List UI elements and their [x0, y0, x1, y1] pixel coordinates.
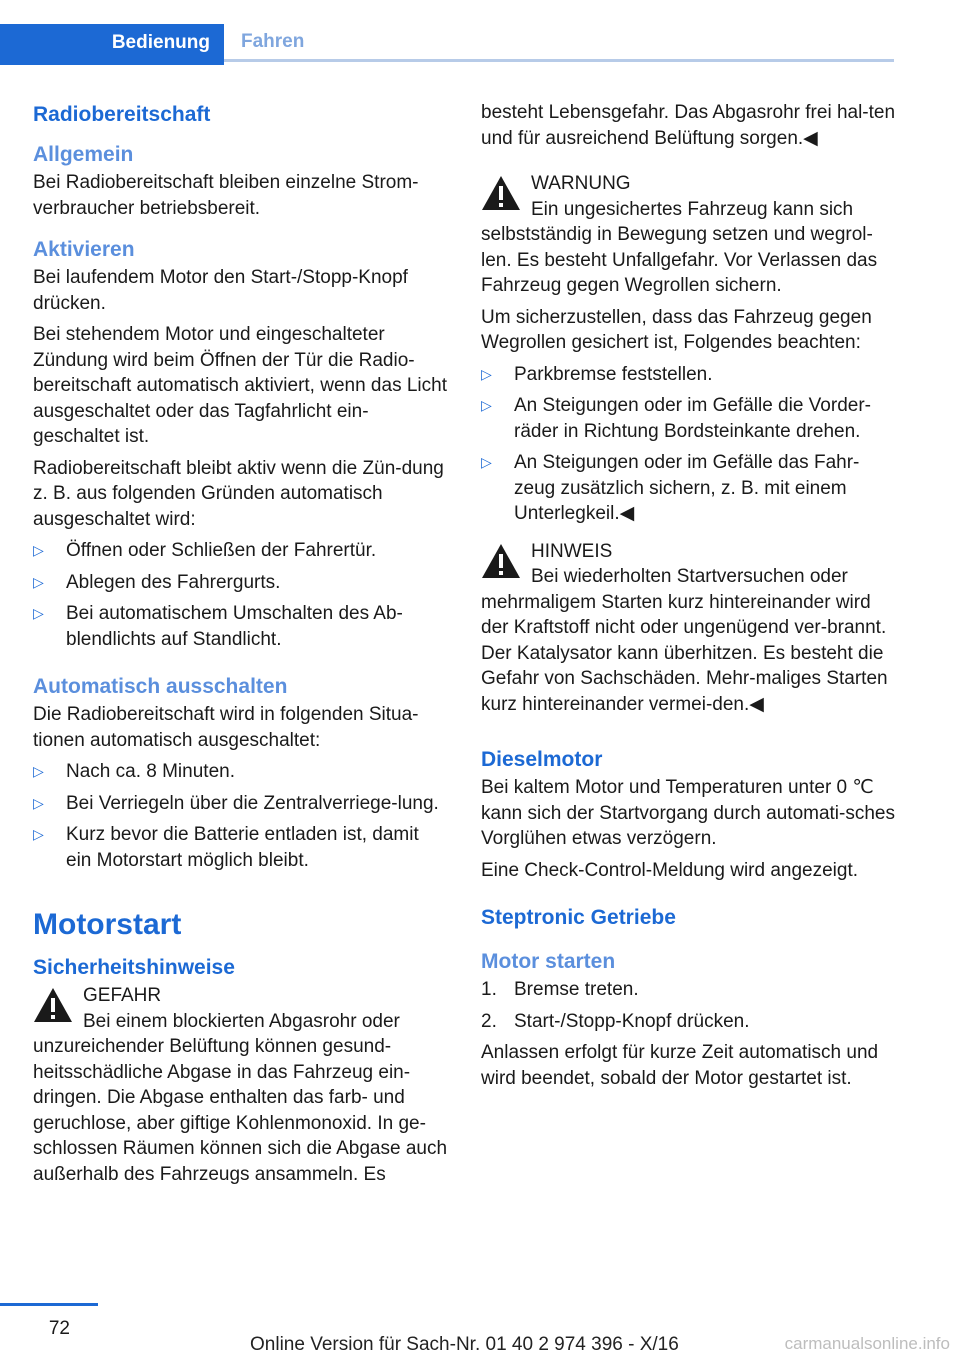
warning-block-gefahr	[33, 983, 449, 1187]
list-item: 1. Bremse treten.	[481, 977, 897, 1003]
chapter-title-motorstart: Motorstart	[33, 908, 182, 941]
warning-text-cont: selbstständig in Bewegung setzen und wegrol-len. Es besteht Unfallgefahr. Vor Verlassen das Fahrzeug gegen Wegrollen sichern.	[481, 224, 878, 296]
paragraph: besteht Lebensgefahr. Das Abgasrohr frei hal-ten und für ausreichend Belüftung sorgen.◀	[481, 102, 896, 149]
list-item: ▷ Kurz bevor die Batterie entladen ist, damit ein Motorstart möglich bleibt.	[33, 824, 419, 871]
warning-text: Ein ungesichertes Fahrzeug kann sich	[531, 198, 854, 220]
paragraph: Radiobereitschaft bleibt aktiv wenn die Zün-dung z. B. aus folgenden Gründen automatisch ausgeschaltet wird:	[33, 457, 444, 530]
subsection-title-automatisch-ausschalten: Automatisch ausschalten	[33, 675, 288, 698]
bullet-list	[33, 759, 449, 873]
header-tabs	[0, 0, 960, 62]
left-column	[33, 100, 449, 1187]
triangle-right-icon: ▷	[33, 605, 44, 621]
list-item: ▷ Bei Verriegeln über die Zentralverriege-lung.	[33, 791, 449, 817]
warning-triangle-icon	[33, 987, 73, 1023]
tab-fahren[interactable]: Fahren	[224, 24, 894, 62]
warning-block-warnung	[481, 171, 897, 299]
triangle-right-icon: ▷	[33, 826, 44, 842]
list-item: ▷ An Steigungen oder im Gefälle das Fahr-zeug zusätzlich sichern, z. B. mit einem Unterlegkeil.◀	[481, 452, 860, 524]
triangle-right-icon: ▷	[33, 573, 44, 590]
numbered-list	[481, 977, 897, 1034]
tab-bedienung[interactable]: Bedienung	[0, 24, 224, 62]
paragraph: Bei stehendem Motor und eingeschalteter Zündung wird beim Öffnen der Tür die Radio-bereitschaft automatisch aktiviert, wenn das Licht ausgeschaltet oder das Tagfahrlicht ein-geschaltet ist.	[33, 324, 447, 447]
warning-triangle-icon	[481, 175, 521, 211]
paragraph: Um sicherzustellen, dass das Fahrzeug gegen Wegrollen gesichert ist, Folgendes beachten:	[481, 306, 872, 353]
section-title-steptronic-getriebe: Steptronic Getriebe	[481, 906, 676, 929]
triangle-right-icon: ▷	[481, 397, 492, 413]
warning-text-cont: unzureichender Belüftung können gesund-heitsschädliche Abgase in das Fahrzeug ein-dringen. Die Abgase enthalten das farb- und geruchlose, aber giftige Kohlenmonoxid. In ge-schlossen Räumen können sich die Abgase auch außerhalb des Fahrzeugs ansammeln. Es	[33, 1036, 448, 1185]
section-title-dieselmotor: Dieselmotor	[481, 748, 603, 771]
paragraph: Die Radiobereitschaft wird in folgenden Situa-tionen automatisch ausgeschaltet:	[33, 704, 419, 751]
paragraph: Bei laufendem Motor den Start-/Stopp-Knopf drücken.	[33, 267, 408, 314]
warning-label: WARNUNG	[531, 173, 631, 194]
footer-rule	[0, 1303, 98, 1306]
warning-text: Bei einem blockierten Abgasrohr oder	[83, 1010, 400, 1032]
subsection-title-allgemein: Allgemein	[33, 143, 134, 166]
list-item: 2. Start-/Stopp-Knopf drücken.	[481, 1009, 897, 1035]
paragraph: Bei kaltem Motor und Temperaturen unter 0 ℃ kann sich der Startvorgang durch automati-sches Vorglühen etwas verzögern.	[481, 777, 895, 849]
bullet-list	[33, 538, 449, 652]
warning-block-hinweis	[481, 539, 897, 718]
triangle-right-icon: ▷	[481, 365, 492, 382]
triangle-right-icon: ▷	[33, 542, 44, 558]
right-column	[481, 100, 897, 1091]
list-item: ▷ Ablegen des Fahrergurts.	[33, 570, 449, 596]
bullet-list	[481, 362, 897, 527]
list-item: ▷ Bei automatischem Umschalten des Ab-blendlichts auf Standlicht.	[33, 603, 403, 650]
warning-triangle-icon	[481, 543, 521, 579]
step-number: 1.	[481, 979, 497, 1000]
online-version-text: Online Version für Sach-Nr. 01 40 2 974 396 - X/16	[250, 1334, 679, 1355]
watermark-text: carmanualsonline.info	[784, 1334, 950, 1353]
warning-text: Bei wiederholten Startversuchen oder	[531, 566, 848, 587]
paragraph: Anlassen erfolgt für kurze Zeit automatisch und wird beendet, sobald der Motor gestartet ist.	[481, 1042, 879, 1089]
triangle-right-icon: ▷	[33, 794, 44, 811]
section-title-sicherheitshinweise: Sicherheitshinweise	[33, 956, 235, 979]
subsection-title-aktivieren: Aktivieren	[33, 238, 135, 261]
subsection-title-motor-starten: Motor starten	[481, 950, 616, 973]
list-item: ▷ Öffnen oder Schließen der Fahrertür.	[33, 538, 449, 564]
page-number: 72	[48, 1318, 70, 1339]
triangle-right-icon: ▷	[33, 763, 44, 779]
warning-label: GEFAHR	[83, 985, 162, 1006]
list-item: ▷ Nach ca. 8 Minuten.	[33, 759, 449, 785]
warning-text-cont: mehrmaligem Starten kurz hintereinander wird der Kraftstoff nicht oder ungenügend ver-brannt. Der Katalysator kann überhitzen. Es besteht die Gefahr von Sachschäden. Mehr-maliges Starten kurz hintereinander vermei-den.◀	[481, 591, 888, 715]
triangle-right-icon: ▷	[481, 454, 492, 470]
paragraph: Eine Check-Control-Meldung wird angezeigt.	[481, 859, 859, 881]
warning-label: HINWEIS	[531, 540, 613, 562]
list-item: ▷ Parkbremse feststellen.	[481, 362, 897, 388]
paragraph: Bei Radiobereitschaft bleiben einzelne Strom-verbraucher betriebsbereit.	[33, 172, 419, 219]
step-number: 2.	[481, 1010, 497, 1032]
section-title-radiobereitschaft: Radiobereitschaft	[33, 103, 211, 126]
list-item: ▷ An Steigungen oder im Gefälle die Vorder-räder in Richtung Bordsteinkante drehen.	[481, 395, 871, 442]
